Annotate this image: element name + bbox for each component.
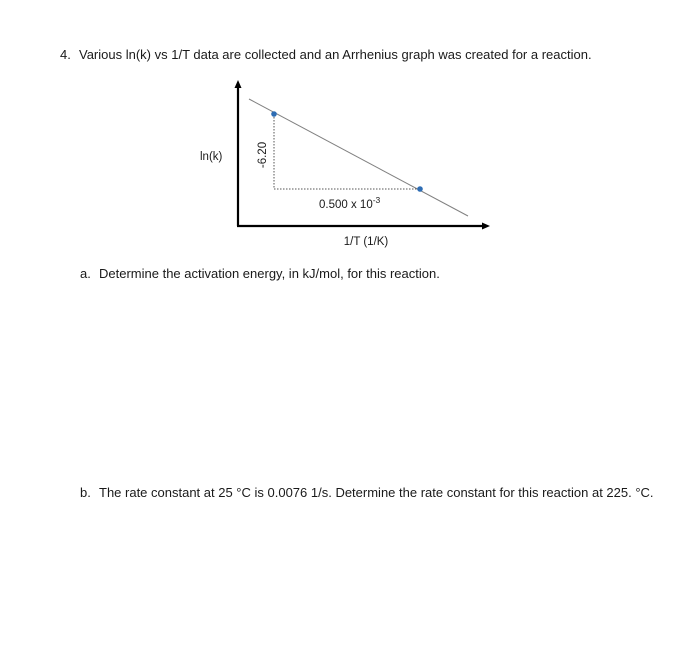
question-text: Various ln(k) vs 1/T data are collected and an Arrhenius graph was created for a reaction. (79, 47, 592, 62)
question-number: 4. (60, 47, 71, 62)
part-a-letter: a. (80, 266, 91, 281)
part-b-letter: b. (80, 485, 91, 500)
part-b (80, 485, 654, 500)
x-axis-label: 1/T (1/K) (343, 236, 389, 248)
run-label-base: 0.500 x 10 (319, 199, 373, 211)
run-label-exponent: -3 (372, 195, 381, 205)
data-point-lower (417, 186, 423, 192)
y-axis-arrow (235, 80, 242, 88)
part-b-text: The rate constant at 25 °C is 0.0076 1/s. Determine the rate constant for this reaction at 225. °C. (99, 485, 654, 500)
data-point-upper (271, 111, 277, 117)
y-axis-label: ln(k) (200, 151, 223, 163)
rise-label: -6.20 (257, 141, 269, 169)
part-a (80, 266, 440, 281)
x-axis-arrow (482, 223, 490, 230)
run-label (319, 195, 381, 211)
part-a-text: Determine the activation energy, in kJ/mol, for this reaction. (99, 266, 440, 281)
